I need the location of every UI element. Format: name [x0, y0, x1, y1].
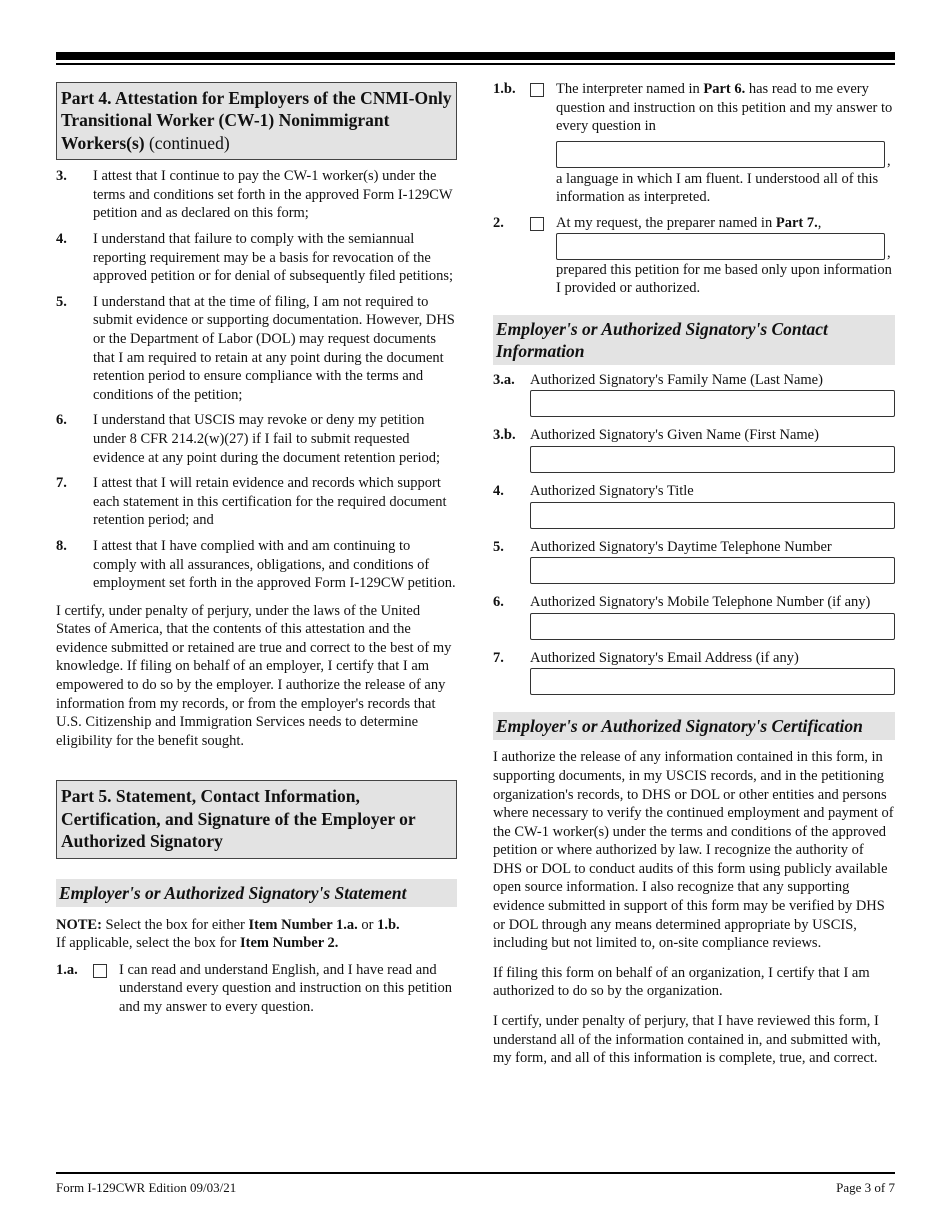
item-2-checkbox[interactable] — [530, 217, 544, 231]
contact-email: 7. Authorized Signatory's Email Address (if any) — [493, 649, 895, 696]
right-column — [493, 80, 895, 1068]
certification-paragraph-2: If filing this form on behalf of an organization, I certify that I am authorized to do so by the organization. — [493, 964, 870, 1000]
preparer-name-field[interactable] — [556, 233, 885, 260]
contact-daytime-phone: 5. Authorized Signatory's Daytime Telephone Number — [493, 538, 895, 585]
daytime-phone-input[interactable] — [530, 557, 895, 584]
given-name-input[interactable] — [530, 446, 895, 473]
footer-page-number: Page 3 of 7 — [836, 1180, 895, 1195]
item-2-text: At my request, the preparer named in Part 7., — [556, 214, 822, 231]
left-column — [56, 82, 457, 1017]
mobile-phone-input[interactable] — [530, 613, 895, 640]
family-name-input[interactable] — [530, 390, 895, 417]
part4-heading: Part 4. Attestation for Employers of the CNMI-Only Transitional Worker (CW-1) Nonimmigrant Workers(s) (continued) — [56, 82, 457, 160]
item-1a-checkbox[interactable] — [93, 964, 107, 978]
part4-certification-text: I certify, under penalty of perjury, under the laws of the United States of America, that the contents of this attestation and the evidence submitted or retained are true and correct to the best of my knowledge. If filing on behalf of an employer, I certify that I am empowered to do so by the employer. I authorize the release of any information from my records, or from the employer's records that U.S. Citizenship and Immigration Services needs to determine eligibility for the benefit sought. — [56, 602, 452, 749]
statement-heading: Employer's or Authorized Signatory's Statement — [56, 879, 457, 907]
part4-item-4: 4. I understand that failure to comply with the semiannual reporting requirement may be a basis for revocation of the approved petition or for denial of subsequently filed petitions; — [56, 231, 454, 285]
item-1b-text: The interpreter named in Part 6. has read to me every question and instruction on this petition and my answer to every question in — [556, 81, 893, 135]
contact-mobile-phone: 6. Authorized Signatory's Mobile Telephone Number (if any) — [493, 593, 895, 640]
contact-given-name: 3.b. Authorized Signatory's Given Name (First Name) — [493, 426, 895, 473]
contact-family-name: 3.a. Authorized Signatory's Family Name (Last Name) — [493, 371, 895, 418]
part4-list — [56, 167, 457, 592]
header-thin-rule — [56, 63, 895, 65]
footer-rule — [56, 1172, 895, 1174]
item-1b-checkbox[interactable] — [530, 83, 544, 97]
email-input[interactable] — [530, 668, 895, 695]
certification-heading: Employer's or Authorized Signatory's Certification — [493, 712, 895, 740]
statement-note: NOTE: Select the box for either Item Number 1.a. or 1.b. If applicable, select the box for Item Number 2. — [56, 916, 400, 952]
part4-item-3: 3. I attest that I continue to pay the CW-1 worker(s) under the terms and conditions set forth in the approved Form I-129CW petition and as declared on this form; — [56, 168, 453, 222]
header-thick-rule — [56, 52, 895, 60]
certification-paragraph-1: I authorize the release of any information contained in this form, in supporting documents, in my USCIS records, and in the petitioning organization's records, to DHS or DOL or other entities and persons where necessary to verify the continued employment and payment of the CW-1 worker(s) under the terms and conditions of the approved petition or where authorized by law. I recognize the authority of DHS or DOL to conduct audits of this form using publicly available open source information. I also recognize that any supporting evidence submitted in support of this form may be verified by DHS or DOL through any means determined appropriate by USCIS, including but not limited to, on-site compliance reviews. — [493, 749, 894, 952]
contact-title: 4. Authorized Signatory's Title — [493, 482, 895, 529]
part4-item-6: 6. I understand that USCIS may revoke or deny my petition under 8 CFR 214.2(w)(27) if I fail to submit requested evidence at any point during the document retention period; — [56, 412, 441, 466]
part4-item-8: 8. I attest that I have complied with and am continuing to comply with all assurances, obligations, and conditions of employment set forth in the approved Form I-129CW petition. — [56, 537, 456, 592]
certification-paragraph-3: I certify, under penalty of perjury, that I have reviewed this form, I understand all of the information contained in, and submitted with, my form, and all of this information is complete, true, and correct. — [493, 1013, 881, 1067]
item-1b: 1.b. The interpreter named in Part 6. has read to me every question and instruction on this petition and my answer to every question in , a language in which I am fluent. I understood all of this information as interpreted. — [493, 80, 895, 207]
title-input[interactable] — [530, 502, 895, 529]
interpreter-language-field[interactable] — [556, 141, 885, 168]
item-1a: 1.a. I can read and understand English, and I have read and understand every question and instruction on this petition and my answer to every question. — [56, 961, 453, 1016]
item-2-after-text: prepared this petition for me based only upon information I provided or authorized. — [556, 261, 892, 297]
contact-heading: Employer's or Authorized Signatory's Contact Information — [493, 315, 895, 365]
item-1b-after-text: a language in which I am fluent. I understood all of this information as interpreted. — [556, 170, 879, 206]
item-2: 2. At my request, the preparer named in Part 7., , prepared this petition for me based only upon information I provided or authorized. — [493, 214, 895, 298]
footer-form-edition: Form I-129CWR Edition 09/03/21 — [56, 1180, 237, 1195]
part5-heading: Part 5. Statement, Contact Information, Certification, and Signature of the Employer or Authorized Signatory — [56, 780, 457, 858]
part4-item-5: 5. I understand that at the time of filing, I am not required to submit evidence or supporting documentation. However, DHS or the Department of Labor (DOL) may request documents that I am required to retain at any point during the document retention period to ensure compliance with the terms and conditions of the petition; — [56, 293, 455, 403]
part4-item-7: 7. I attest that I will retain evidence and records which support each statement in this certification for the required document retention period; and — [56, 475, 447, 529]
